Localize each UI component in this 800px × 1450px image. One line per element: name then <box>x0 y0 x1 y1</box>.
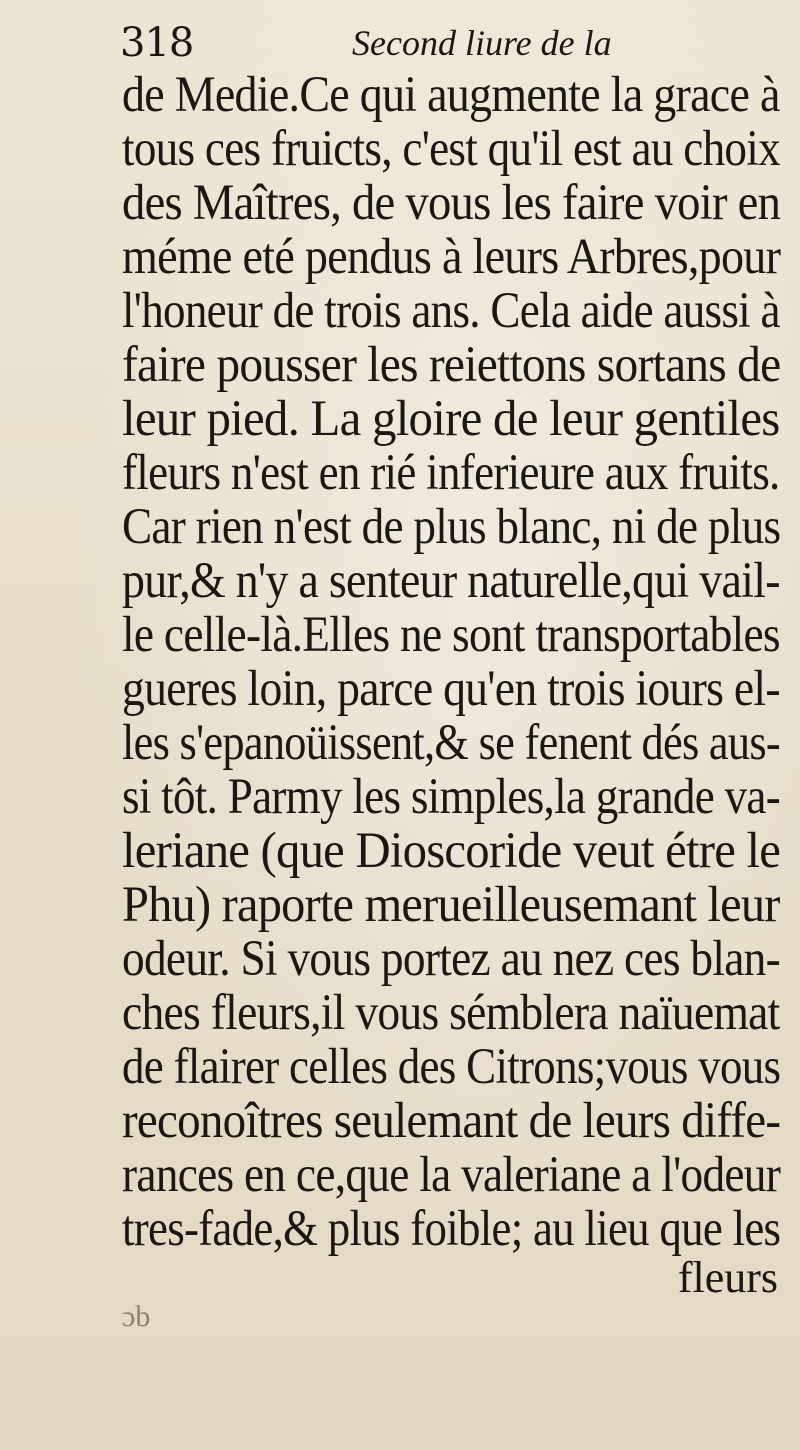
text-line: pur,& n'y a senteur naturelle,qui vail- <box>122 553 780 609</box>
text-line: de Medie.Ce qui augmente la grace à <box>122 67 780 123</box>
text-line: rances en ce,que la valeriane a l'odeur <box>122 1147 781 1203</box>
text-line: leur pied. La gloire de leur gentiles <box>122 391 780 447</box>
text-line: des Maîtres, de vous les faire voir en <box>122 175 781 231</box>
text-line: tous ces fruicts, c'est qu'il est au choix <box>122 121 780 177</box>
text-line: fleurs n'est en rié inferieure aux fruits. <box>122 445 780 501</box>
text-line: Phu) raporte merueilleusemant leur <box>122 877 780 933</box>
text-line: de flairer celles des Citrons;vous vous <box>122 1039 781 1095</box>
text-line: les s'epanoüissent,& se fenent dés aus- <box>122 715 780 771</box>
signature-mark: ɔb <box>122 1300 151 1333</box>
text-line: reconoîtres seulemant de leurs diffe- <box>122 1093 781 1149</box>
catchword: fleurs <box>677 1253 778 1302</box>
text-line: tres-fade,& plus foible; au lieu que les <box>122 1201 781 1257</box>
text-line: méme eté pendus à leurs Arbres,pour <box>122 229 781 285</box>
text-line: odeur. Si vous portez au nez ces blan- <box>122 931 781 987</box>
page-header <box>120 18 760 68</box>
text-line: l'honeur de trois ans. Cela aide aussi à <box>122 283 780 339</box>
text-line: gueres loin, parce qu'en trois iours el- <box>122 661 780 717</box>
text-line: ches fleurs,il vous sémblera naïuemat <box>122 985 780 1041</box>
text-line: si tôt. Parmy les simples,la grande va- <box>122 769 780 825</box>
text-line: le celle-là.Elles ne sont transportables <box>122 607 780 663</box>
text-line: Car rien n'est de plus blanc, ni de plus <box>122 499 781 555</box>
page-number: 318 <box>120 20 194 66</box>
text-line: faire pousser les reiettons sortans de <box>122 337 781 393</box>
running-head: Second liure de la <box>352 23 612 63</box>
text-line: leriane (que Dioscoride veut étre le <box>122 823 781 879</box>
